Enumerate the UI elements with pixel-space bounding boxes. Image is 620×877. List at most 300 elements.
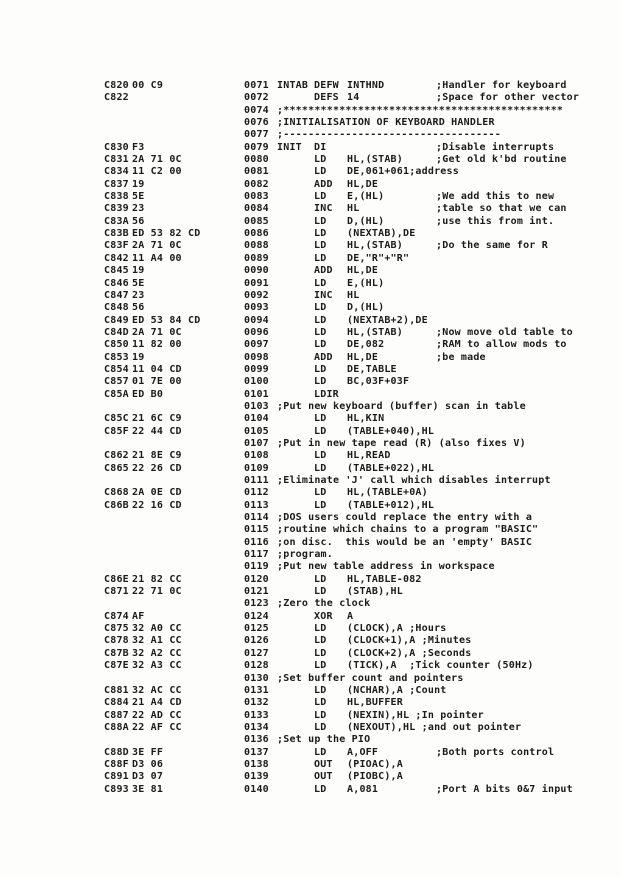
listing-line bbox=[104, 512, 614, 524]
line-addr: C887 bbox=[104, 709, 129, 721]
line-lno: 0074 bbox=[244, 104, 269, 116]
listing-line bbox=[104, 648, 614, 660]
line-cmt: ;Now move old table to bbox=[436, 326, 573, 338]
line-addr: C85F bbox=[104, 425, 129, 437]
line-lno: 0082 bbox=[244, 178, 269, 190]
line-lno: 0140 bbox=[244, 783, 269, 795]
line-addr: C822 bbox=[104, 92, 129, 104]
line-arg: HL,BUFFER bbox=[347, 697, 403, 709]
listing-line bbox=[104, 426, 614, 438]
line-arg: (NCHAR),A ;Count bbox=[347, 684, 447, 696]
line-op: LD bbox=[314, 363, 327, 375]
listing-line bbox=[104, 710, 614, 722]
line-lno: 0091 bbox=[244, 277, 269, 289]
line-bytes: 23 bbox=[132, 203, 145, 215]
line-arg: (PIOAC),A bbox=[347, 758, 403, 770]
line-full: ;Put new table address in workspace bbox=[277, 561, 495, 573]
line-lno: 0128 bbox=[244, 660, 269, 672]
line-full: ;on disc. this would be an 'empty' BASIC bbox=[277, 536, 533, 548]
line-lno: 0107 bbox=[244, 437, 269, 449]
line-addr: C88F bbox=[104, 758, 129, 770]
line-lno: 0079 bbox=[244, 141, 269, 153]
line-lno: 0137 bbox=[244, 746, 269, 758]
listing-line bbox=[104, 376, 614, 388]
line-addr: C839 bbox=[104, 203, 129, 215]
listing-line bbox=[104, 80, 614, 92]
line-op: LD bbox=[314, 191, 327, 203]
line-bytes: 23 bbox=[132, 289, 145, 301]
line-lno: 0094 bbox=[244, 314, 269, 326]
line-arg: D,(HL) bbox=[347, 302, 385, 314]
line-arg: BC,03F+03F bbox=[347, 376, 410, 388]
listing-line bbox=[104, 438, 614, 450]
line-bytes: 3E FF bbox=[132, 746, 164, 758]
listing-line bbox=[104, 537, 614, 549]
listing-line bbox=[104, 463, 614, 475]
line-lno: 0101 bbox=[244, 388, 269, 400]
listing-line bbox=[104, 549, 614, 561]
line-bytes: 21 8E C9 bbox=[132, 450, 182, 462]
line-lno: 0139 bbox=[244, 771, 269, 783]
line-addr: C88D bbox=[104, 746, 129, 758]
line-lno: 0080 bbox=[244, 154, 269, 166]
line-bytes: 11 C2 00 bbox=[132, 166, 182, 178]
line-addr: C838 bbox=[104, 191, 129, 203]
line-arg: (NEXOUT),HL ;and out pointer bbox=[347, 721, 522, 733]
line-lno: 0114 bbox=[244, 512, 269, 524]
line-full: ;----------------------------------- bbox=[277, 129, 501, 141]
line-addr: C862 bbox=[104, 450, 129, 462]
line-lno: 0136 bbox=[244, 734, 269, 746]
line-full: ;program. bbox=[277, 549, 333, 561]
line-bytes: ED 53 82 CD bbox=[132, 228, 201, 240]
listing-line bbox=[104, 117, 614, 129]
listing-line bbox=[104, 401, 614, 413]
line-addr: C875 bbox=[104, 623, 129, 635]
line-lno: 0131 bbox=[244, 684, 269, 696]
line-arg: 14 bbox=[347, 92, 360, 104]
line-full: ;Eliminate 'J' call which disables interrupt bbox=[277, 475, 551, 486]
line-arg: (NEXTAB+2),DE bbox=[347, 314, 428, 326]
line-addr: C893 bbox=[104, 783, 129, 795]
line-lno: 0096 bbox=[244, 326, 269, 338]
listing-line bbox=[104, 290, 614, 302]
line-cmt: ;RAM to allow mods to bbox=[436, 339, 567, 351]
line-full: ;Put in new tape read (R) (also fixes V) bbox=[277, 437, 526, 449]
line-addr: C837 bbox=[104, 178, 129, 190]
line-arg: HL,DE bbox=[347, 351, 379, 363]
line-full: ;INITIALISATION OF KEYBOARD HANDLER bbox=[277, 117, 495, 129]
line-arg: DE,"R"+"R" bbox=[347, 252, 410, 264]
line-bytes: AF bbox=[132, 610, 145, 622]
listing-line bbox=[104, 586, 614, 598]
listing-line bbox=[104, 574, 614, 586]
line-lno: 0130 bbox=[244, 672, 269, 684]
line-arg: HL,KIN bbox=[347, 413, 385, 425]
line-arg: HL,DE bbox=[347, 265, 379, 277]
listing-line bbox=[104, 191, 614, 203]
listing-line bbox=[104, 561, 614, 573]
line-arg: D,(HL) bbox=[347, 215, 385, 227]
line-lno: 0072 bbox=[244, 92, 269, 104]
line-op: LD bbox=[314, 425, 327, 437]
listing-line bbox=[104, 771, 614, 783]
line-lno: 0132 bbox=[244, 697, 269, 709]
line-lno: 0092 bbox=[244, 289, 269, 301]
line-full: ;routine which chains to a program "BASIC" bbox=[277, 524, 539, 536]
line-lno: 0103 bbox=[244, 400, 269, 412]
line-bytes: 19 bbox=[132, 351, 145, 363]
line-arg: (CLOCK+2),A ;Seconds bbox=[347, 647, 472, 659]
line-cmt: ;Handler for keyboard bbox=[436, 80, 567, 91]
listing-line bbox=[104, 697, 614, 709]
line-lno: 0093 bbox=[244, 302, 269, 314]
line-op: LD bbox=[314, 721, 327, 733]
listing-line bbox=[104, 302, 614, 314]
line-op: LD bbox=[314, 746, 327, 758]
listing-line bbox=[104, 228, 614, 240]
line-cmt: ;Disable interrupts bbox=[436, 141, 555, 153]
line-bytes: 11 A4 00 bbox=[132, 252, 182, 264]
line-cmt: ;be made bbox=[436, 351, 486, 363]
line-addr: C871 bbox=[104, 586, 129, 598]
line-addr: C846 bbox=[104, 277, 129, 289]
listing-line bbox=[104, 685, 614, 697]
line-lno: 0090 bbox=[244, 265, 269, 277]
line-op: LD bbox=[314, 252, 327, 264]
line-lno: 0086 bbox=[244, 228, 269, 240]
line-bytes: 21 6C C9 bbox=[132, 413, 182, 425]
listing-line bbox=[104, 487, 614, 499]
line-lno: 0119 bbox=[244, 561, 269, 573]
line-arg: HL,READ bbox=[347, 450, 391, 462]
listing-line bbox=[104, 660, 614, 672]
line-lno: 0116 bbox=[244, 536, 269, 548]
line-lno: 0085 bbox=[244, 215, 269, 227]
line-op: LD bbox=[314, 462, 327, 474]
listing-line bbox=[104, 734, 614, 746]
line-addr: C881 bbox=[104, 684, 129, 696]
listing-line bbox=[104, 500, 614, 512]
line-arg: DE,082 bbox=[347, 339, 385, 351]
line-label: INTAB bbox=[277, 80, 309, 91]
line-op: LD bbox=[314, 697, 327, 709]
line-lno: 0117 bbox=[244, 549, 269, 561]
line-op: LDIR bbox=[314, 388, 339, 400]
listing-line bbox=[104, 265, 614, 277]
line-arg: (CLOCK),A ;Hours bbox=[347, 623, 447, 635]
listing-line bbox=[104, 166, 614, 178]
listing-line bbox=[104, 339, 614, 351]
line-bytes: 56 bbox=[132, 215, 145, 227]
line-addr: C85C bbox=[104, 413, 129, 425]
line-lno: 0099 bbox=[244, 363, 269, 375]
line-op: LD bbox=[314, 302, 327, 314]
listing-line bbox=[104, 352, 614, 364]
listing-line bbox=[104, 105, 614, 117]
line-lno: 0083 bbox=[244, 191, 269, 203]
line-lno: 0098 bbox=[244, 351, 269, 363]
listing-line bbox=[104, 278, 614, 290]
line-arg: A,OFF bbox=[347, 746, 379, 758]
line-bytes: D3 07 bbox=[132, 771, 164, 783]
line-bytes: 32 A0 CC bbox=[132, 623, 182, 635]
listing-line bbox=[104, 327, 614, 339]
listing-line bbox=[104, 240, 614, 252]
line-op: LD bbox=[314, 684, 327, 696]
line-addr: C865 bbox=[104, 462, 129, 474]
listing-line bbox=[104, 389, 614, 401]
line-addr: C854 bbox=[104, 363, 129, 375]
line-lno: 0108 bbox=[244, 450, 269, 462]
line-bytes: 22 16 CD bbox=[132, 499, 182, 511]
line-op: LD bbox=[314, 314, 327, 326]
line-addr: C83B bbox=[104, 228, 129, 240]
line-cmt: ;Do the same for R bbox=[436, 240, 548, 252]
line-addr: C850 bbox=[104, 339, 129, 351]
listing-line bbox=[104, 759, 614, 771]
line-bytes: 11 04 CD bbox=[132, 363, 182, 375]
line-bytes: ED 53 84 CD bbox=[132, 314, 201, 326]
line-lno: 0081 bbox=[244, 166, 269, 178]
line-op: LD bbox=[314, 487, 327, 499]
line-op: ADD bbox=[314, 178, 333, 190]
line-op: LD bbox=[314, 660, 327, 672]
line-arg: (TICK),A ;Tick counter (50Hz) bbox=[347, 660, 534, 672]
line-bytes: 22 AD CC bbox=[132, 709, 182, 721]
line-lno: 0077 bbox=[244, 129, 269, 141]
line-addr: C848 bbox=[104, 302, 129, 314]
line-op: LD bbox=[314, 215, 327, 227]
line-op: LD bbox=[314, 326, 327, 338]
line-lno: 0115 bbox=[244, 524, 269, 536]
line-op: INC bbox=[314, 203, 333, 215]
line-bytes: 19 bbox=[132, 178, 145, 190]
line-arg: E,(HL) bbox=[347, 277, 385, 289]
line-lno: 0138 bbox=[244, 758, 269, 770]
line-bytes: 2A 71 0C bbox=[132, 154, 182, 166]
line-lno: 0112 bbox=[244, 487, 269, 499]
line-bytes: 01 7E 00 bbox=[132, 376, 182, 388]
line-op: LD bbox=[314, 166, 327, 178]
line-bytes: 19 bbox=[132, 265, 145, 277]
listing-line bbox=[104, 784, 614, 796]
line-op: DEFS bbox=[314, 92, 339, 104]
line-op: LD bbox=[314, 623, 327, 635]
line-bytes: 3E 81 bbox=[132, 783, 164, 795]
listing-line bbox=[104, 635, 614, 647]
line-bytes: 32 A1 CC bbox=[132, 635, 182, 647]
line-addr: C86E bbox=[104, 573, 129, 585]
listing-line bbox=[104, 154, 614, 166]
listing-line bbox=[104, 673, 614, 685]
line-lno: 0113 bbox=[244, 499, 269, 511]
line-cmt: ;Port A bits 0&7 input bbox=[436, 783, 573, 795]
line-lno: 0084 bbox=[244, 203, 269, 215]
listing-line bbox=[104, 92, 614, 104]
line-arg: E,(HL) bbox=[347, 191, 385, 203]
line-lno: 0104 bbox=[244, 413, 269, 425]
line-cmt: ;Get old k'bd routine bbox=[436, 154, 567, 166]
line-op: DEFW bbox=[314, 80, 339, 91]
line-addr: C849 bbox=[104, 314, 129, 326]
line-arg: (TABLE+022),HL bbox=[347, 462, 435, 474]
listing-line bbox=[104, 722, 614, 734]
line-op: LD bbox=[314, 376, 327, 388]
line-op: LD bbox=[314, 635, 327, 647]
line-lno: 0076 bbox=[244, 117, 269, 129]
listing-line bbox=[104, 253, 614, 265]
line-op: XOR bbox=[314, 610, 333, 622]
line-addr: C878 bbox=[104, 635, 129, 647]
line-op: LD bbox=[314, 709, 327, 721]
listing-line bbox=[104, 142, 614, 154]
listing-line bbox=[104, 413, 614, 425]
line-lno: 0089 bbox=[244, 252, 269, 264]
line-addr: C891 bbox=[104, 771, 129, 783]
line-addr: C88A bbox=[104, 721, 129, 733]
line-label: INIT bbox=[277, 141, 302, 153]
line-lno: 0126 bbox=[244, 635, 269, 647]
line-bytes: F3 bbox=[132, 141, 145, 153]
line-bytes: 56 bbox=[132, 302, 145, 314]
line-op: LD bbox=[314, 413, 327, 425]
line-op: LD bbox=[314, 586, 327, 598]
listing-line bbox=[104, 598, 614, 610]
line-op: LD bbox=[314, 228, 327, 240]
line-bytes: 5E bbox=[132, 277, 145, 289]
line-arg: HL,(TABLE+0A) bbox=[347, 487, 428, 499]
line-addr: C842 bbox=[104, 252, 129, 264]
listing-line bbox=[104, 129, 614, 141]
line-lno: 0105 bbox=[244, 425, 269, 437]
line-arg: HL,(STAB) bbox=[347, 240, 403, 252]
line-arg: (TABLE+040),HL bbox=[347, 425, 435, 437]
line-full: ;DOS users could replace the entry with a bbox=[277, 512, 533, 524]
line-lno: 0124 bbox=[244, 610, 269, 622]
line-cmt: ;Space for other vector bbox=[436, 92, 580, 104]
line-arg: HL,(STAB) bbox=[347, 154, 403, 166]
line-addr: C847 bbox=[104, 289, 129, 301]
line-arg: HL,(STAB) bbox=[347, 326, 403, 338]
line-bytes: 21 A4 CD bbox=[132, 697, 182, 709]
line-bytes: D3 06 bbox=[132, 758, 164, 770]
line-addr: C84D bbox=[104, 326, 129, 338]
line-addr: C884 bbox=[104, 697, 129, 709]
line-op: ADD bbox=[314, 351, 333, 363]
line-arg: HL bbox=[347, 203, 360, 215]
line-bytes: 2A 0E CD bbox=[132, 487, 182, 499]
line-full: ;********************************************* bbox=[277, 104, 564, 116]
line-bytes: 5E bbox=[132, 191, 145, 203]
line-bytes: 32 AC CC bbox=[132, 684, 182, 696]
line-lno: 0111 bbox=[244, 475, 269, 486]
line-op: LD bbox=[314, 573, 327, 585]
line-full: ;Zero the clock bbox=[277, 598, 371, 610]
listing-line bbox=[104, 216, 614, 228]
line-cmt: ;Both ports control bbox=[436, 746, 555, 758]
line-op: INC bbox=[314, 289, 333, 301]
line-op: ADD bbox=[314, 265, 333, 277]
line-op: LD bbox=[314, 499, 327, 511]
line-addr: C857 bbox=[104, 376, 129, 388]
line-lno: 0123 bbox=[244, 598, 269, 610]
listing-line bbox=[104, 623, 614, 635]
line-lno: 0134 bbox=[244, 721, 269, 733]
listing-line bbox=[104, 747, 614, 759]
line-lno: 0121 bbox=[244, 586, 269, 598]
listing-line bbox=[104, 179, 614, 191]
line-arg: (STAB),HL bbox=[347, 586, 403, 598]
line-bytes: 22 26 CD bbox=[132, 462, 182, 474]
line-arg: DE,061+061;address bbox=[347, 166, 459, 178]
line-addr: C85A bbox=[104, 388, 129, 400]
line-lno: 0071 bbox=[244, 80, 269, 91]
line-op: LD bbox=[314, 647, 327, 659]
line-lno: 0109 bbox=[244, 462, 269, 474]
line-addr: C830 bbox=[104, 141, 129, 153]
line-addr: C834 bbox=[104, 166, 129, 178]
line-op: LD bbox=[314, 154, 327, 166]
line-addr: C845 bbox=[104, 265, 129, 277]
line-addr: C83A bbox=[104, 215, 129, 227]
line-bytes: 32 A2 CC bbox=[132, 647, 182, 659]
line-bytes: 32 A3 CC bbox=[132, 660, 182, 672]
line-bytes: 2A 71 0C bbox=[132, 326, 182, 338]
line-addr: C87E bbox=[104, 660, 129, 672]
line-op: LD bbox=[314, 339, 327, 351]
line-lno: 0125 bbox=[244, 623, 269, 635]
line-cmt: ;use this from int. bbox=[436, 215, 555, 227]
listing-line bbox=[104, 475, 614, 487]
line-bytes: 00 C9 bbox=[132, 80, 164, 91]
listing-line bbox=[104, 450, 614, 462]
line-bytes: ED B0 bbox=[132, 388, 164, 400]
line-full: ;Put new keyboard (buffer) scan in table bbox=[277, 400, 526, 412]
line-op: OUT bbox=[314, 758, 333, 770]
listing-line bbox=[104, 611, 614, 623]
line-arg: DE,TABLE bbox=[347, 363, 397, 375]
line-bytes: 11 82 00 bbox=[132, 339, 182, 351]
line-arg: (NEXTAB),DE bbox=[347, 228, 416, 240]
line-lno: 0100 bbox=[244, 376, 269, 388]
line-op: LD bbox=[314, 277, 327, 289]
line-addr: C853 bbox=[104, 351, 129, 363]
line-bytes: 22 AF CC bbox=[132, 721, 182, 733]
line-cmt: ;table so that we can bbox=[436, 203, 567, 215]
line-arg: (NEXIN),HL ;In pointer bbox=[347, 709, 484, 721]
line-arg: A,081 bbox=[347, 783, 379, 795]
line-addr: C83F bbox=[104, 240, 129, 252]
line-cmt: ;We add this to new bbox=[436, 191, 555, 203]
line-bytes: 21 82 CC bbox=[132, 573, 182, 585]
line-op: DI bbox=[314, 141, 327, 153]
line-lno: 0133 bbox=[244, 709, 269, 721]
line-bytes: 22 44 CD bbox=[132, 425, 182, 437]
listing-line bbox=[104, 315, 614, 327]
line-lno: 0127 bbox=[244, 647, 269, 659]
line-addr: C868 bbox=[104, 487, 129, 499]
line-op: LD bbox=[314, 783, 327, 795]
assembly-listing bbox=[104, 80, 614, 796]
line-arg: (TABLE+012),HL bbox=[347, 499, 435, 511]
line-addr: C87B bbox=[104, 647, 129, 659]
line-addr: C874 bbox=[104, 610, 129, 622]
line-addr: C86B bbox=[104, 499, 129, 511]
line-full: ;Set buffer count and pointers bbox=[277, 672, 464, 684]
line-arg: HL,DE bbox=[347, 178, 379, 190]
line-lno: 0120 bbox=[244, 573, 269, 585]
